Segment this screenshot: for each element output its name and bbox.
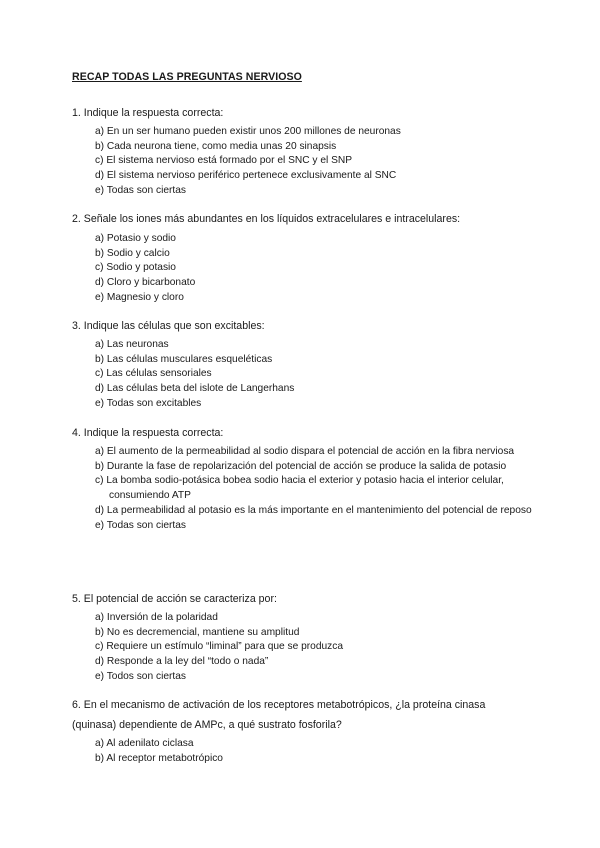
option-5d: d) Responde a la ley del “todo o nada” <box>95 656 269 668</box>
option-4e: e) Todas son ciertas <box>95 519 186 531</box>
option-2b: b) Sodio y calcio <box>95 247 170 259</box>
question-2-options <box>95 232 195 306</box>
option-2d: d) Cloro y bicarbonato <box>95 277 196 289</box>
option-1b: b) Cada neurona tiene, como media unas 20 sinapsis <box>95 140 337 152</box>
question-2: 2. Señale los iones más abundantes en los líquidos extracelulares e intracelulares: <box>72 213 461 225</box>
option-4b: b) Durante la fase de repolarización del potencial de acción se produce la salida de potasio <box>95 460 507 472</box>
option-5c: c) Requiere un estímulo “liminal” para que se produzca <box>95 641 344 653</box>
question-6-options <box>95 737 223 766</box>
option-3d: d) Las células beta del islote de Langerhans <box>95 383 295 395</box>
question-3: 3. Indique las células que son excitables: <box>72 320 265 332</box>
question-4: 4. Indique la respuesta correcta: <box>72 427 224 439</box>
option-3e: e) Todas son excitables <box>95 397 202 409</box>
option-3c: c) Las células sensoriales <box>95 368 212 380</box>
option-1e: e) Todas son ciertas <box>95 184 186 196</box>
option-1d: d) El sistema nervioso periférico pertenece exclusivamente al SNC <box>95 170 397 182</box>
option-6b: b) Al receptor metabotrópico <box>95 752 223 764</box>
option-3a: a) Las neuronas <box>95 339 169 350</box>
option-5a: a) Inversión de la polaridad <box>95 612 218 623</box>
option-4d: d) La permeabilidad al potasio es la más importante en el mantenimiento del potencial de reposo <box>95 504 532 516</box>
question-1-options <box>95 125 401 199</box>
question-6-line-1: 6. En el mecanismo de activación de los receptores metabotrópicos, ¿la proteína cinasa <box>72 699 486 711</box>
option-4c: c) La bomba sodio-potásica bobea sodio hacia el exterior y potasio hacia el interior celular, consumiendo ATP <box>95 475 504 502</box>
option-5e: e) Todos son ciertas <box>95 670 186 682</box>
question-3-options <box>95 338 294 412</box>
option-4a: a) El aumento de la permeabilidad al sodio dispara el potencial de acción en la fibra nerviosa <box>95 446 515 457</box>
option-1a: a) En un ser humano pueden existir unos 200 millones de neuronas <box>95 126 401 137</box>
option-1c: c) El sistema nervioso está formado por el SNC y el SNP <box>95 155 353 167</box>
question-1: 1. Indique la respuesta correcta: <box>72 107 224 119</box>
question-4-options <box>95 445 534 533</box>
option-6a: a) Al adenilato ciclasa <box>95 738 194 749</box>
document-title: RECAP TODAS LAS PREGUNTAS NERVIOSO <box>72 71 302 83</box>
option-3b: b) Las células musculares esqueléticas <box>95 353 273 365</box>
option-2a: a) Potasio y sodio <box>95 233 176 244</box>
question-5: 5. El potencial de acción se caracteriza por: <box>72 593 277 605</box>
option-2c: c) Sodio y potasio <box>95 262 176 274</box>
option-2e: e) Magnesio y cloro <box>95 291 184 303</box>
option-5b: b) No es decremencial, mantiene su amplitud <box>95 626 300 638</box>
question-5-options <box>95 611 343 685</box>
question-6-line-2: (quinasa) dependiente de AMPc, a qué sustrato fosforila? <box>72 719 342 731</box>
